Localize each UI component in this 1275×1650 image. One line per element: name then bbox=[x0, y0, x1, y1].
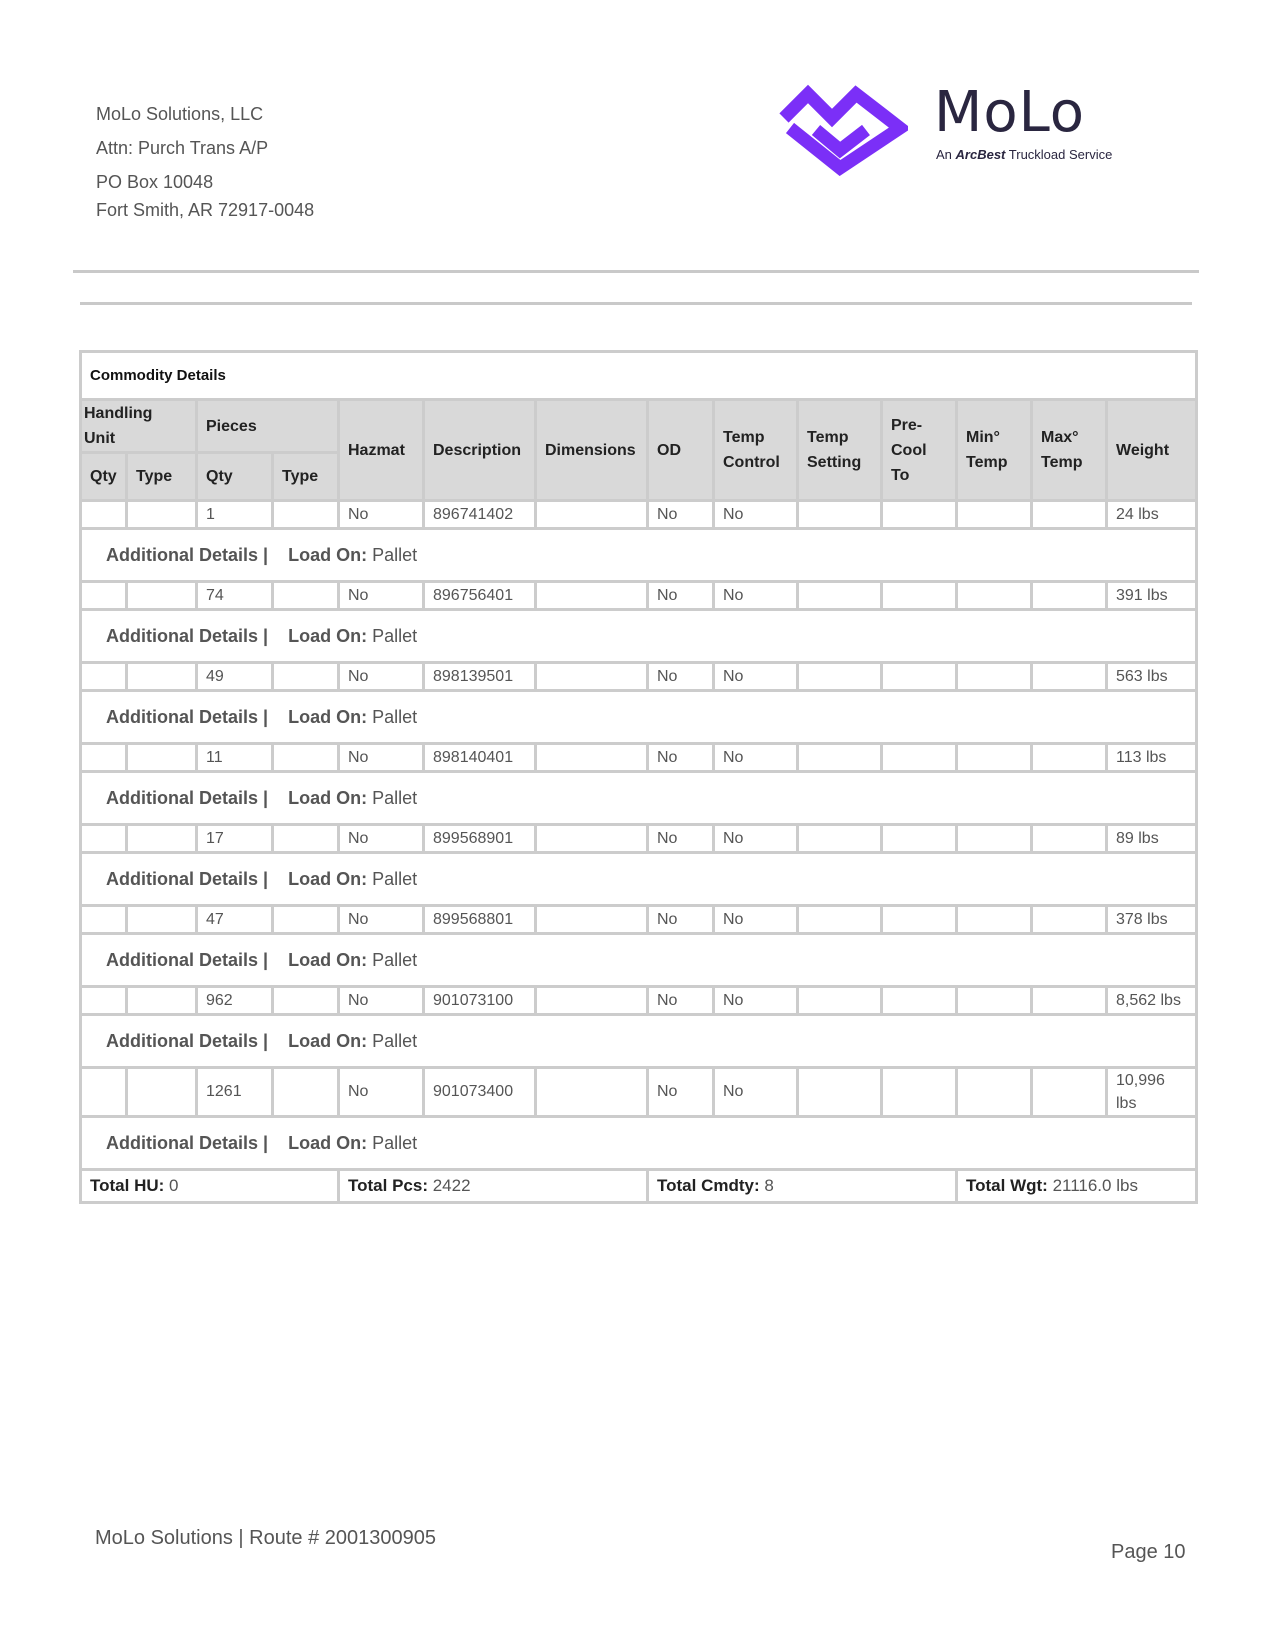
weight-cell: 10,996 lbs bbox=[1107, 1068, 1197, 1117]
table-row bbox=[81, 744, 1197, 772]
po-box: PO Box 10048 bbox=[96, 172, 214, 192]
table-row bbox=[81, 582, 1197, 610]
pcs-qty-cell: 1 bbox=[197, 501, 273, 529]
min-temp-cell bbox=[957, 501, 1032, 529]
additional-details-cell bbox=[81, 691, 1197, 744]
dimensions-cell bbox=[536, 1068, 648, 1117]
hazmat-cell: No bbox=[339, 663, 424, 691]
pcs-qty-cell: 962 bbox=[197, 987, 273, 1015]
total-wgt-value: 21116.0 lbs bbox=[1052, 1176, 1138, 1195]
total-cmdty bbox=[648, 1170, 957, 1203]
pcs-qty-cell: 74 bbox=[197, 582, 273, 610]
hazmat-cell: No bbox=[339, 987, 424, 1015]
description-cell: 899568901 bbox=[424, 825, 536, 853]
hu-qty-cell bbox=[81, 1068, 127, 1117]
total-hu bbox=[81, 1170, 339, 1203]
max-temp-cell bbox=[1032, 663, 1107, 691]
header-min-temp: Min° Temp bbox=[957, 400, 1032, 501]
total-hu-label: Total HU: bbox=[90, 1176, 165, 1195]
header-pre-cool-to: Pre-Cool To bbox=[882, 400, 957, 501]
load-on-label: Load On: bbox=[288, 544, 368, 565]
min-temp-cell bbox=[957, 744, 1032, 772]
load-on-value: Pallet bbox=[372, 1030, 418, 1051]
pcs-type-cell bbox=[273, 501, 339, 529]
table-row bbox=[81, 1068, 1197, 1117]
od-cell: No bbox=[648, 906, 714, 934]
header-divider bbox=[73, 270, 1199, 273]
pcs-qty-cell: 1261 bbox=[197, 1068, 273, 1117]
additional-details-row bbox=[81, 1117, 1197, 1170]
temp-control-cell: No bbox=[714, 987, 798, 1015]
pre-cool-cell bbox=[882, 744, 957, 772]
load-on-value: Pallet bbox=[372, 1132, 418, 1153]
table-row bbox=[81, 663, 1197, 691]
weight-cell: 24 lbs bbox=[1107, 501, 1197, 529]
hu-type-cell bbox=[127, 744, 197, 772]
total-pcs-label: Total Pcs: bbox=[348, 1176, 428, 1195]
max-temp-cell bbox=[1032, 987, 1107, 1015]
total-cmdty-label: Total Cmdty: bbox=[657, 1176, 760, 1195]
description-cell: 898139501 bbox=[424, 663, 536, 691]
city-state-zip: Fort Smith, AR 72917-0048 bbox=[96, 200, 315, 220]
total-hu-value: 0 bbox=[169, 1176, 179, 1195]
pcs-type-cell bbox=[273, 906, 339, 934]
temp-control-cell: No bbox=[714, 663, 798, 691]
od-cell: No bbox=[648, 582, 714, 610]
additional-details-label: Additional Details | bbox=[106, 625, 269, 646]
load-on-label: Load On: bbox=[288, 1132, 368, 1153]
additional-details-label: Additional Details | bbox=[106, 949, 269, 970]
min-temp-cell bbox=[957, 825, 1032, 853]
temp-control-cell: No bbox=[714, 744, 798, 772]
additional-details-row bbox=[81, 853, 1197, 906]
load-on-label: Load On: bbox=[288, 625, 368, 646]
header-weight: Weight bbox=[1107, 400, 1197, 501]
tagline-suffix: Truckload Service bbox=[1008, 147, 1113, 162]
weight-cell: 8,562 lbs bbox=[1107, 987, 1197, 1015]
dimensions-cell bbox=[536, 663, 648, 691]
hu-qty-cell bbox=[81, 501, 127, 529]
molo-logo-mark-icon bbox=[776, 84, 908, 176]
header-hu-qty: Qty bbox=[81, 453, 127, 501]
pre-cool-cell bbox=[882, 582, 957, 610]
pcs-qty-cell: 47 bbox=[197, 906, 273, 934]
load-on-value: Pallet bbox=[372, 625, 418, 646]
additional-details-cell bbox=[81, 772, 1197, 825]
hu-type-cell bbox=[127, 663, 197, 691]
temp-control-cell: No bbox=[714, 1068, 798, 1117]
od-cell: No bbox=[648, 987, 714, 1015]
load-on-value: Pallet bbox=[372, 706, 418, 727]
od-cell: No bbox=[648, 501, 714, 529]
max-temp-cell bbox=[1032, 582, 1107, 610]
additional-details-cell bbox=[81, 934, 1197, 987]
od-cell: No bbox=[648, 744, 714, 772]
company-name: MoLo Solutions, LLC bbox=[96, 104, 264, 124]
logo-tagline bbox=[936, 147, 1112, 162]
load-on-value: Pallet bbox=[372, 868, 418, 889]
additional-details-cell bbox=[81, 853, 1197, 906]
table-row bbox=[81, 825, 1197, 853]
dimensions-cell bbox=[536, 987, 648, 1015]
od-cell: No bbox=[648, 825, 714, 853]
hu-type-cell bbox=[127, 501, 197, 529]
header-hazmat: Hazmat bbox=[339, 400, 424, 501]
pcs-type-cell bbox=[273, 744, 339, 772]
temp-control-cell: No bbox=[714, 825, 798, 853]
additional-details-label: Additional Details | bbox=[106, 1030, 269, 1051]
dimensions-cell bbox=[536, 744, 648, 772]
min-temp-cell bbox=[957, 663, 1032, 691]
od-cell: No bbox=[648, 663, 714, 691]
pre-cool-cell bbox=[882, 501, 957, 529]
load-on-value: Pallet bbox=[372, 544, 418, 565]
footer-route: MoLo Solutions | Route # 2001300905 bbox=[95, 1527, 437, 1549]
hazmat-cell: No bbox=[339, 1068, 424, 1117]
header-pcs-type: Type bbox=[273, 453, 339, 501]
hazmat-cell: No bbox=[339, 582, 424, 610]
max-temp-cell bbox=[1032, 825, 1107, 853]
min-temp-cell bbox=[957, 987, 1032, 1015]
pcs-qty-cell: 17 bbox=[197, 825, 273, 853]
dimensions-cell bbox=[536, 825, 648, 853]
hu-qty-cell bbox=[81, 744, 127, 772]
header-temp-setting: Temp Setting bbox=[798, 400, 882, 501]
header-temp-control: Temp Control bbox=[714, 400, 798, 501]
table-title: Commodity Details bbox=[81, 352, 1197, 400]
pre-cool-cell bbox=[882, 663, 957, 691]
pcs-type-cell bbox=[273, 987, 339, 1015]
hu-type-cell bbox=[127, 1068, 197, 1117]
dimensions-cell bbox=[536, 582, 648, 610]
description-cell: 896741402 bbox=[424, 501, 536, 529]
description-cell: 901073400 bbox=[424, 1068, 536, 1117]
logo-wordmark: MoLo bbox=[934, 80, 1086, 145]
pre-cool-cell bbox=[882, 906, 957, 934]
hu-type-cell bbox=[127, 825, 197, 853]
total-wgt-label: Total Wgt: bbox=[966, 1176, 1048, 1195]
additional-details-row bbox=[81, 691, 1197, 744]
temp-control-cell: No bbox=[714, 906, 798, 934]
tagline-prefix: An bbox=[936, 147, 952, 162]
additional-details-label: Additional Details | bbox=[106, 544, 269, 565]
temp-control-cell: No bbox=[714, 582, 798, 610]
additional-details-row bbox=[81, 529, 1197, 582]
temp-control-cell: No bbox=[714, 501, 798, 529]
hazmat-cell: No bbox=[339, 501, 424, 529]
max-temp-cell bbox=[1032, 501, 1107, 529]
total-cmdty-value: 8 bbox=[764, 1176, 774, 1195]
min-temp-cell bbox=[957, 1068, 1032, 1117]
total-pcs bbox=[339, 1170, 648, 1203]
total-pcs-value: 2422 bbox=[432, 1176, 471, 1195]
temp-setting-cell bbox=[798, 906, 882, 934]
hazmat-cell: No bbox=[339, 906, 424, 934]
additional-details-row bbox=[81, 934, 1197, 987]
additional-details-cell bbox=[81, 1015, 1197, 1068]
max-temp-cell bbox=[1032, 906, 1107, 934]
additional-details-row bbox=[81, 1015, 1197, 1068]
hu-qty-cell bbox=[81, 582, 127, 610]
od-cell: No bbox=[648, 1068, 714, 1117]
description-cell: 896756401 bbox=[424, 582, 536, 610]
hu-qty-cell bbox=[81, 825, 127, 853]
pcs-type-cell bbox=[273, 663, 339, 691]
pcs-qty-cell: 49 bbox=[197, 663, 273, 691]
hu-qty-cell bbox=[81, 987, 127, 1015]
header-pieces: Pieces bbox=[197, 400, 339, 453]
header-handling-unit: Handling Unit bbox=[81, 400, 197, 453]
temp-setting-cell bbox=[798, 744, 882, 772]
section-divider bbox=[80, 302, 1192, 305]
hu-type-cell bbox=[127, 582, 197, 610]
hazmat-cell: No bbox=[339, 744, 424, 772]
load-on-label: Load On: bbox=[288, 787, 368, 808]
header-pcs-qty: Qty bbox=[197, 453, 273, 501]
weight-cell: 89 lbs bbox=[1107, 825, 1197, 853]
additional-details-label: Additional Details | bbox=[106, 1132, 269, 1153]
dimensions-cell bbox=[536, 501, 648, 529]
commodity-details-table bbox=[79, 350, 1198, 1204]
additional-details-label: Additional Details | bbox=[106, 706, 269, 727]
molo-logo bbox=[776, 80, 1156, 176]
min-temp-cell bbox=[957, 906, 1032, 934]
header-dimensions: Dimensions bbox=[536, 400, 648, 501]
weight-cell: 378 lbs bbox=[1107, 906, 1197, 934]
additional-details-row bbox=[81, 610, 1197, 663]
additional-details-cell bbox=[81, 529, 1197, 582]
hu-qty-cell bbox=[81, 663, 127, 691]
pre-cool-cell bbox=[882, 825, 957, 853]
hazmat-cell: No bbox=[339, 825, 424, 853]
footer-page-number: Page 10 bbox=[1111, 1541, 1186, 1563]
weight-cell: 113 lbs bbox=[1107, 744, 1197, 772]
additional-details-label: Additional Details | bbox=[106, 787, 269, 808]
pcs-qty-cell: 11 bbox=[197, 744, 273, 772]
weight-cell: 391 lbs bbox=[1107, 582, 1197, 610]
temp-setting-cell bbox=[798, 663, 882, 691]
description-cell: 898140401 bbox=[424, 744, 536, 772]
load-on-value: Pallet bbox=[372, 787, 418, 808]
min-temp-cell bbox=[957, 582, 1032, 610]
pcs-type-cell bbox=[273, 825, 339, 853]
table-row bbox=[81, 987, 1197, 1015]
temp-setting-cell bbox=[798, 987, 882, 1015]
description-cell: 901073100 bbox=[424, 987, 536, 1015]
max-temp-cell bbox=[1032, 1068, 1107, 1117]
temp-setting-cell bbox=[798, 825, 882, 853]
additional-details-cell bbox=[81, 610, 1197, 663]
tagline-brand: ArcBest bbox=[955, 147, 1006, 162]
pre-cool-cell bbox=[882, 987, 957, 1015]
totals-row bbox=[81, 1170, 1197, 1203]
weight-cell: 563 lbs bbox=[1107, 663, 1197, 691]
load-on-label: Load On: bbox=[288, 949, 368, 970]
description-cell: 899568801 bbox=[424, 906, 536, 934]
dimensions-cell bbox=[536, 906, 648, 934]
pcs-type-cell bbox=[273, 582, 339, 610]
additional-details-label: Additional Details | bbox=[106, 868, 269, 889]
temp-setting-cell bbox=[798, 501, 882, 529]
load-on-value: Pallet bbox=[372, 949, 418, 970]
additional-details-row bbox=[81, 772, 1197, 825]
header-od: OD bbox=[648, 400, 714, 501]
hu-qty-cell bbox=[81, 906, 127, 934]
load-on-label: Load On: bbox=[288, 1030, 368, 1051]
load-on-label: Load On: bbox=[288, 706, 368, 727]
temp-setting-cell bbox=[798, 1068, 882, 1117]
table-row bbox=[81, 906, 1197, 934]
load-on-label: Load On: bbox=[288, 868, 368, 889]
header-hu-type: Type bbox=[127, 453, 197, 501]
pre-cool-cell bbox=[882, 1068, 957, 1117]
header-max-temp: Max° Temp bbox=[1032, 400, 1107, 501]
temp-setting-cell bbox=[798, 582, 882, 610]
total-wgt bbox=[957, 1170, 1197, 1203]
header-description: Description bbox=[424, 400, 536, 501]
pcs-type-cell bbox=[273, 1068, 339, 1117]
max-temp-cell bbox=[1032, 744, 1107, 772]
table-row bbox=[81, 501, 1197, 529]
hu-type-cell bbox=[127, 906, 197, 934]
attention-line: Attn: Purch Trans A/P bbox=[96, 138, 269, 158]
additional-details-cell bbox=[81, 1117, 1197, 1170]
hu-type-cell bbox=[127, 987, 197, 1015]
